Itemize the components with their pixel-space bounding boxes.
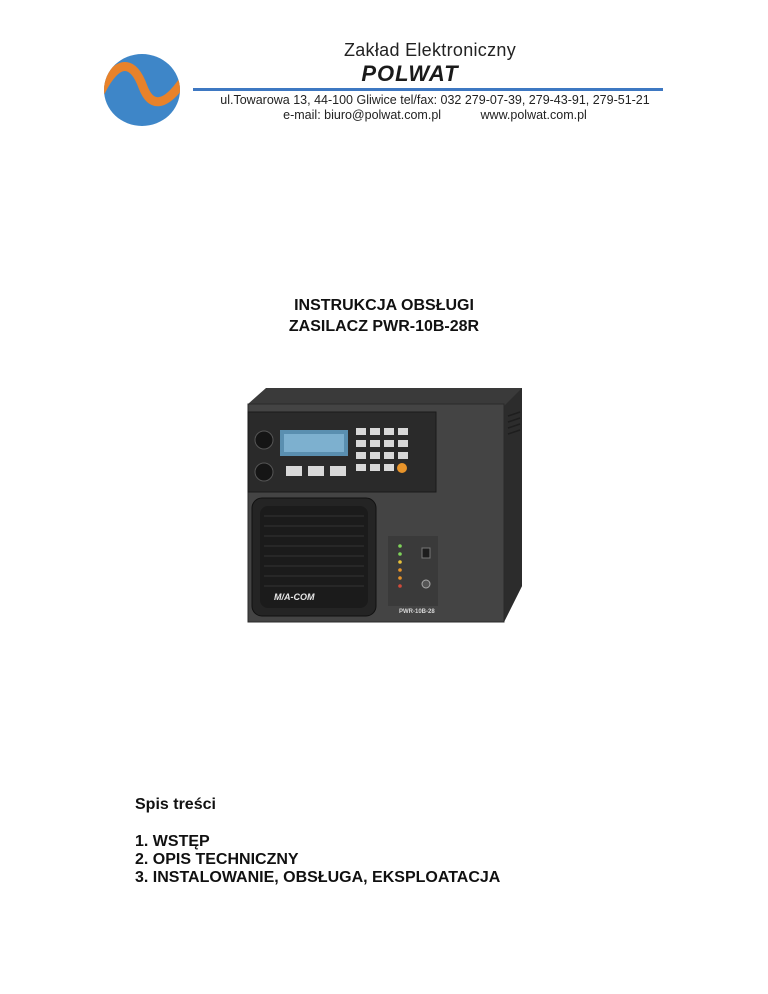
toc-item: 2. OPIS TECHNICZNY [135, 851, 299, 868]
title-line-1: INSTRUKCJA OBSŁUGI [294, 297, 474, 314]
company-name: Zakład Elektroniczny [343, 40, 517, 60]
speaker-brand-label: M/A-COM [274, 592, 315, 602]
company-address: ul.Towarowa 13, 44-100 Gliwice tel/fax: 032 279-07-39, 279-43-91, 279-51-21 [220, 93, 650, 107]
table-of-contents [135, 833, 500, 887]
contact-line [190, 108, 680, 122]
toc-item: 1. WSTĘP [135, 833, 210, 850]
power-supply-photo [238, 386, 528, 626]
title-line-2: ZASILACZ PWR-10B-28R [288, 318, 480, 335]
toc-heading: Spis treści [135, 796, 216, 813]
header-rule [193, 88, 663, 91]
brand-name: POLWAT [361, 61, 459, 86]
website-text: www.polwat.com.pl [480, 108, 587, 122]
polwat-logo [103, 53, 181, 127]
email-text: e-mail: biuro@polwat.com.pl [283, 108, 442, 122]
model-label: PWR-10B-28 [399, 609, 435, 615]
document-title [0, 295, 768, 337]
toc-item: 3. INSTALOWANIE, OBSŁUGA, EKSPLOATACJA [135, 869, 501, 886]
